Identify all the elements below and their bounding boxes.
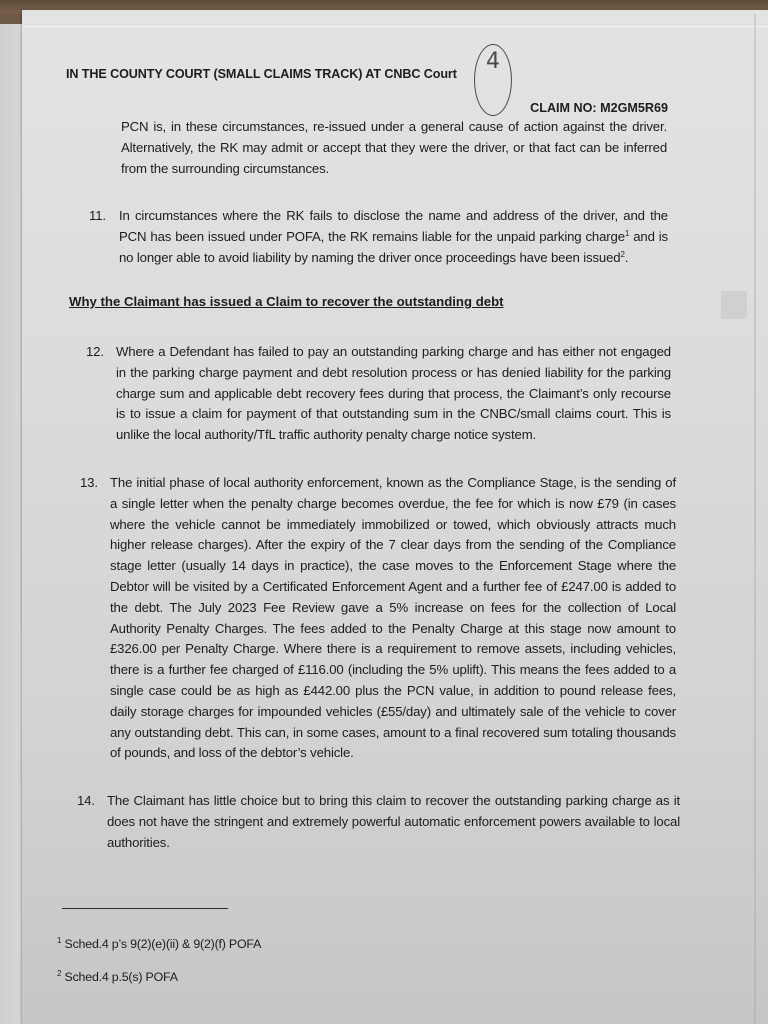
paper-right-edge [754, 14, 756, 1024]
paragraph-number: 14. [77, 793, 95, 808]
paragraph-number: 13. [80, 475, 98, 490]
bleed-through-mark [721, 291, 747, 319]
footnote-1 [57, 937, 261, 951]
handwritten-page-number [474, 44, 512, 116]
paragraph-number: 12. [86, 344, 104, 359]
underlying-page [0, 24, 24, 1024]
continuation-paragraph: PCN is, in these circumstances, re-issued under a general cause of action against the driver. Alternatively, the RK may admit or accept that they were the driver, or that fact can be inferred from the surrounding circumstances. [121, 119, 667, 176]
footnote-text: Sched.4 p.5(s) POFA [64, 970, 178, 984]
paragraph-text: The Claimant has little choice but to bring this claim to recover the outstanding parking charge as it does not have the stringent and extremely powerful automatic enforcement powers available to local authorities. [107, 793, 680, 850]
section-heading: Why the Claimant has issued a Claim to recover the outstanding debt [69, 294, 504, 309]
paragraph-number: 11. [89, 208, 106, 223]
paragraph-11 [89, 206, 668, 268]
paragraph-text: . [624, 249, 629, 265]
footnote-marker: 2 [57, 969, 62, 978]
paragraph-text: The initial phase of local authority enforcement, known as the Compliance Stage, is the sending of a single letter when the penalty charge becomes overdue, the fee for which is now £79 (in cases where the vehicle cannot be immediately immobilized or towed, which obviously attracts much higher release charges). After the expiry of the 7 clear days from the sending of the Compliance stage letter (usually 14 days in practice), the case moves to the Enforcement Stage where the Debtor will be visited by a Certificated Enforcement Agent and a further fee of £247.00 is added to the debt. The July 2023 Fee Review gave a 5% increase on fees for the collection of Local Authority Penalty Charges. The fees added to the Penalty Charge at this stage now amount to £326.00 per Penalty Charge. Where there is a requirement to remove assets, including vehicles, there is a further fee charged of £116.00 (including the 5% uplift). This means the fees added to a single case could be as high as £442.00 plus the PCN value, in addition to pound release fees, daily storage charges for impounded vehicles (£55/day) and ultimately sale of the vehicle to cover any outstanding debt. This can, in some cases, amount to a final recovered sum totaling thousands of pounds, and loss of the debtor’s vehicle. [110, 475, 676, 761]
paragraph-text: In circumstances where the RK fails to disclose the name and address of the driver, and the PCN has been issued under POFA, the RK remains liable for the unpaid parking charge [119, 208, 668, 244]
footnote-ref-1: 1 [624, 228, 630, 238]
paragraph-12 [86, 342, 671, 446]
paragraph-text: and is no longer able to avoid liability by naming the driver once proceedings have been issued [119, 228, 668, 265]
page-number-text: 4 [486, 49, 500, 74]
paragraph-text: Where a Defendant has failed to pay an outstanding parking charge and has either not engaged in the parking charge payment and debt resolution process or has denied liability for the parking charge sum and applicable debt recovery fees during that process, the Claimant’s only recourse is to issue a claim for payment of that outstanding sum in the CNBC/small claims court. This is unlike the local authority/TfL traffic authority penalty charge notice system. [116, 344, 671, 443]
paper-fold-line [22, 26, 768, 27]
paragraph-14 [77, 791, 680, 853]
footnote-divider [62, 908, 228, 909]
footnote-ref-2: 2 [620, 249, 625, 259]
footnote-text: Sched.4 p’s 9(2)(e)(ii) & 9(2)(f) POFA [64, 937, 262, 951]
footnote-marker: 1 [57, 936, 62, 945]
court-header: IN THE COUNTY COURT (SMALL CLAIMS TRACK) AT CNBC Court [66, 67, 457, 81]
footnote-2 [57, 970, 178, 984]
claim-number: CLAIM NO: M2GM5R69 [530, 101, 668, 115]
paragraph-13 [80, 473, 676, 764]
